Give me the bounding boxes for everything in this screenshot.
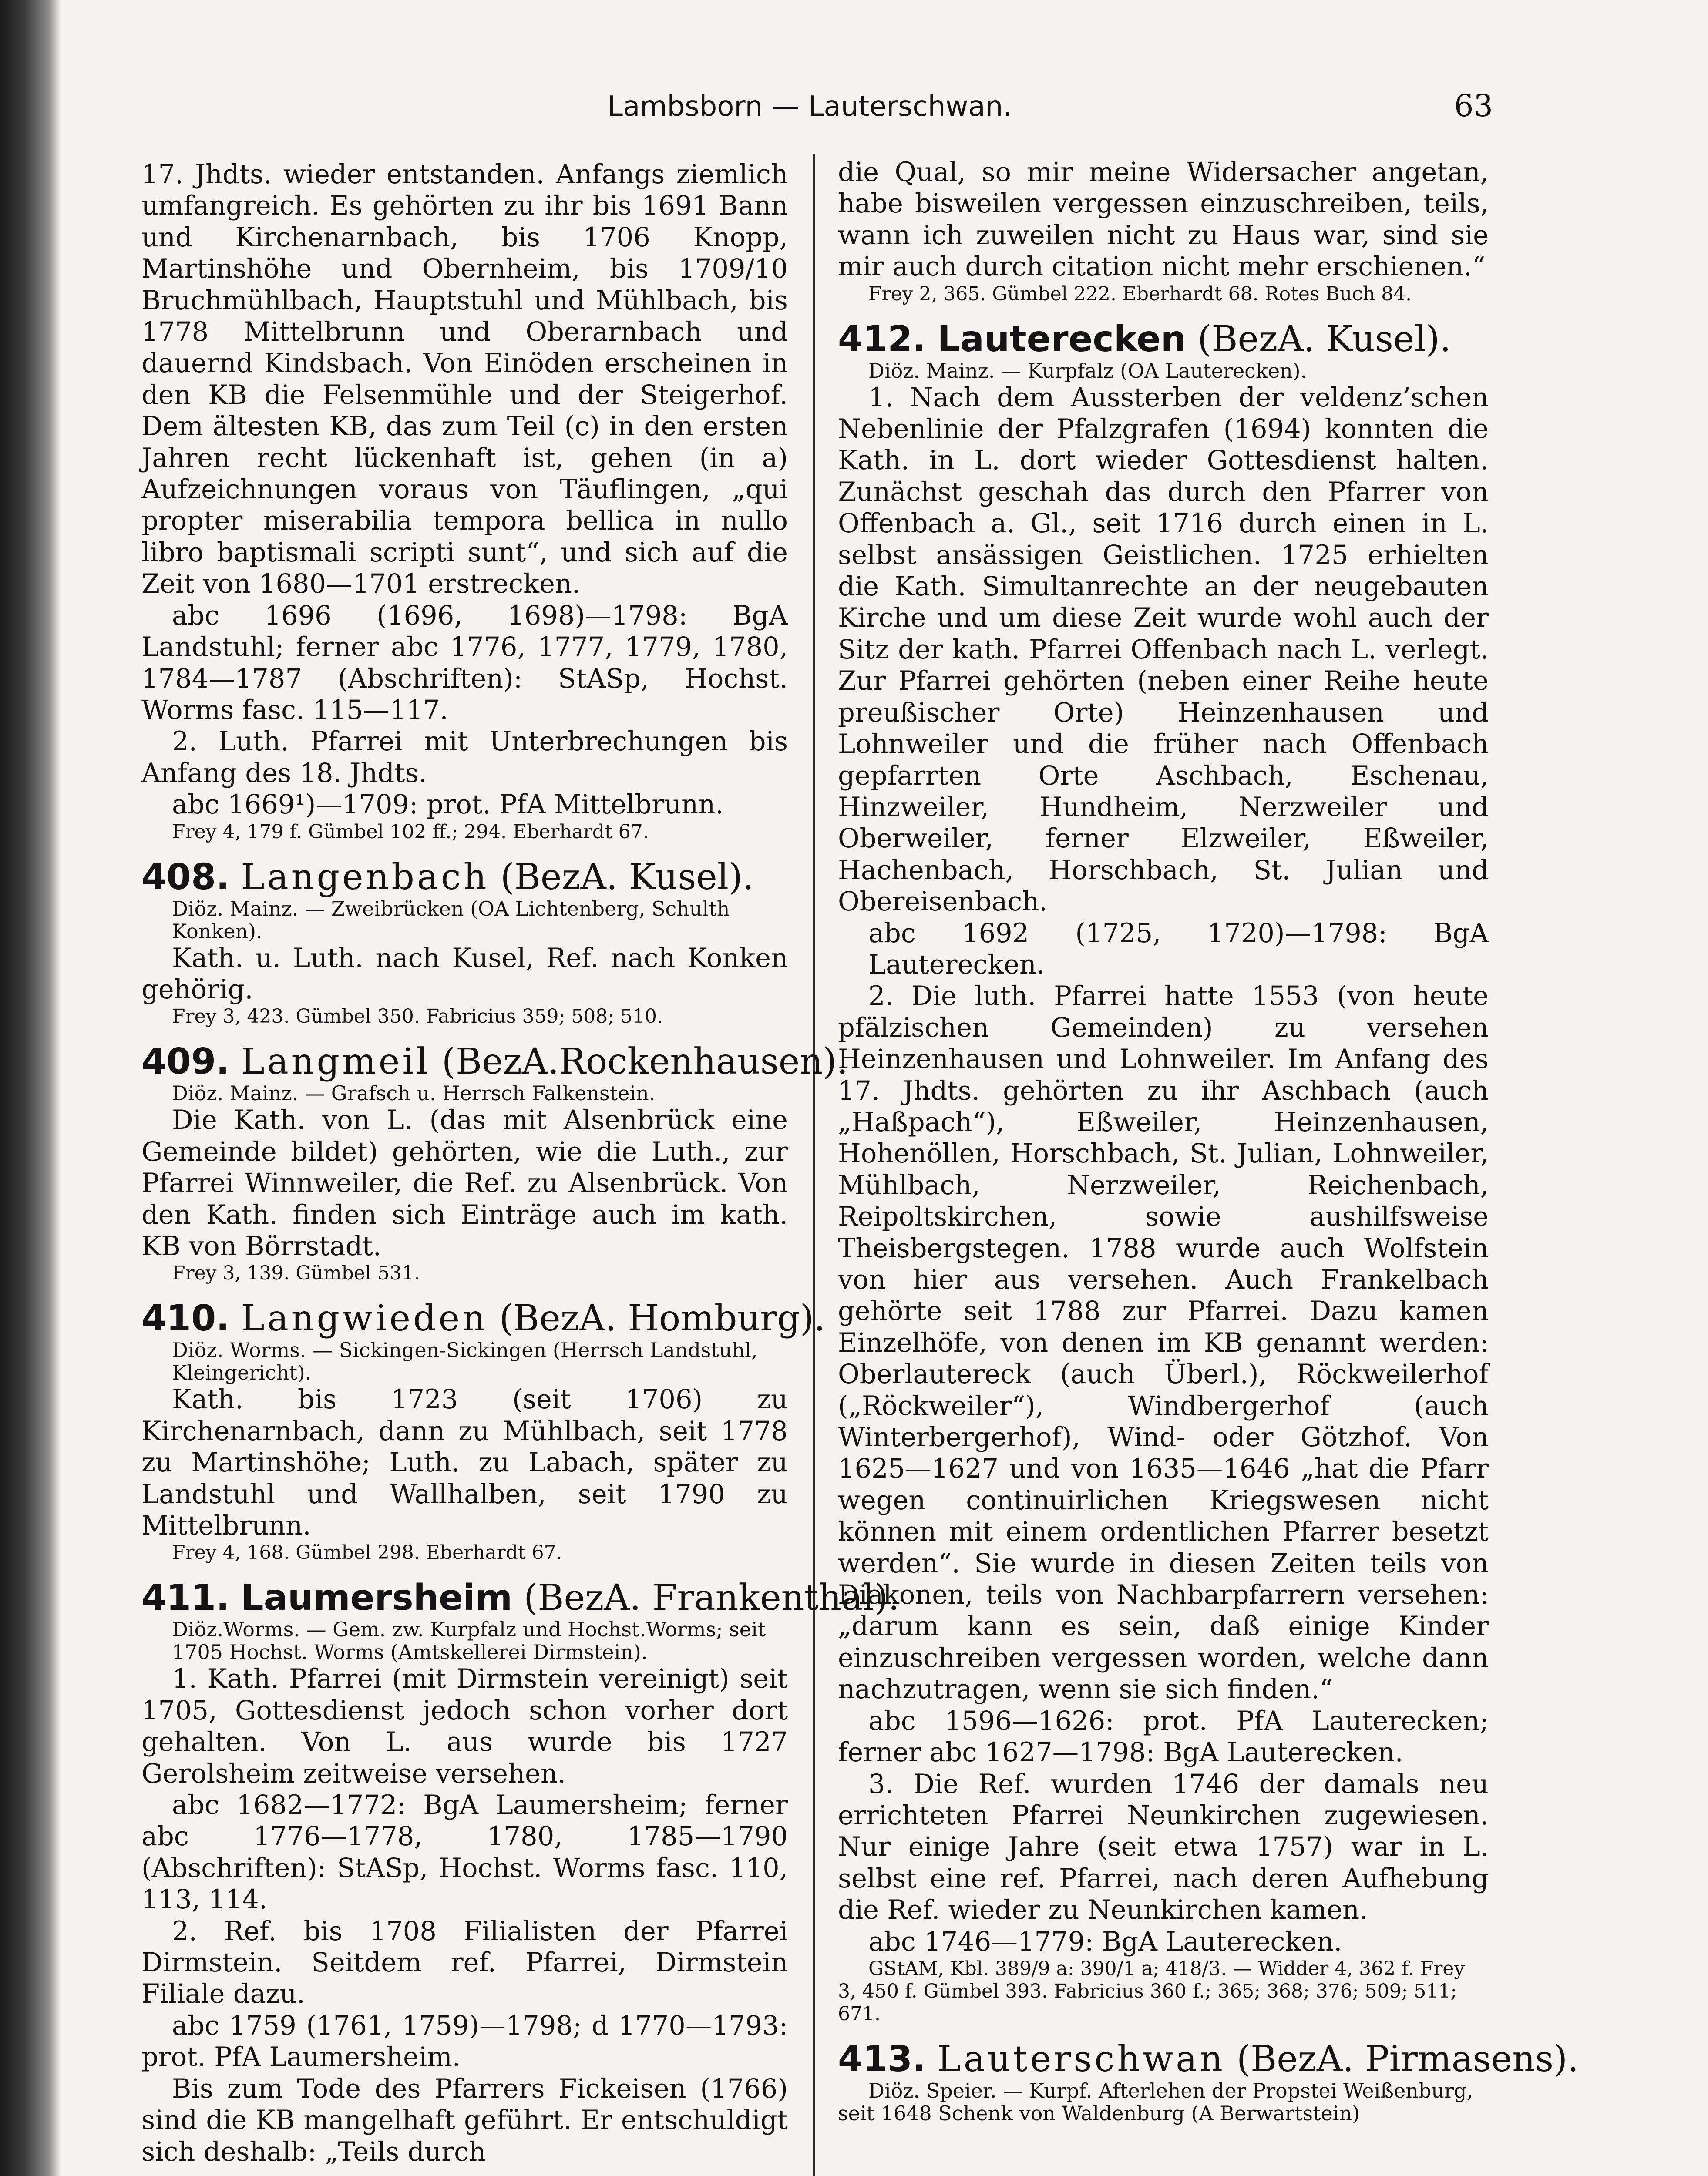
entry-heading (141, 1298, 825, 1340)
entry-paragraph: 2. Ref. bis 1708 Filialisten der Pfarrei Dirmstein. Seitdem ref. Pfarrei, Dirmstein Filiale dazu. (141, 1916, 788, 2010)
entry-408 (141, 857, 788, 1028)
literature-line: Frey 4, 179 f. Gümbel 102 ff.; 294. Eberhardt 67. (172, 820, 649, 843)
entry-number: 412. (838, 318, 926, 360)
literature-line: Frey 3, 139. Gümbel 531. (172, 1262, 420, 1285)
entry-heading (141, 1577, 900, 1619)
entry-number: 410. (141, 1298, 230, 1340)
entry-paragraph: Kath. bis 1723 (seit 1706) zu Kirchenarnbach, dann zu Mühlbach, seit 1778 zu Martinshöhe; Luth. zu Labach, später zu Landstuhl und Wallhalben, seit 1790 zu Mittelbrunn. (141, 1384, 788, 1541)
page-number: 63 (1454, 88, 1493, 124)
entry-paragraph: abc 1746—1779: BgA Lauterecken. (868, 1926, 1342, 1957)
entry-district: (BezA. Frankenthal). (524, 1577, 900, 1619)
entry-place: Lauterecken (937, 318, 1187, 360)
entry-place: Langenbach (241, 856, 489, 898)
entry-place: Langmeil (241, 1041, 430, 1083)
diocese-line: Diöz. Mainz. — Grafsch u. Herrsch Falkenstein. (172, 1081, 656, 1105)
entry-paragraph: Bis zum Tode des Pfarrers Fickeisen (1766) sind die KB mangelhaft geführt. Er entschuldigt sich deshalb: „Teils durch (141, 2073, 788, 2167)
right-column (838, 157, 1579, 2125)
literature-line: GStAM, Kbl. 389/9 a: 390/1 a; 418/3. — Widder 4, 362 f. Frey 3, 450 f. Gümbel 393. Fabricius 360 f.; 365; 368; 376; 509; 511; 671. (838, 1957, 1465, 2025)
entry-409 (141, 1041, 848, 1285)
book-spine-shadow (0, 0, 61, 2176)
literature-line: Frey 4, 168. Gümbel 298. Eberhardt 67. (172, 1541, 562, 1564)
entry-410 (141, 1298, 825, 1564)
entry-heading (838, 2038, 1579, 2080)
entry-heading (838, 319, 1489, 359)
entry-number: 408. (141, 856, 230, 898)
entry-district: (BezA.Rockenhausen). (441, 1041, 848, 1083)
literature-line: Frey 3, 423. Gümbel 350. Fabricius 359; 508; 510. (172, 1005, 663, 1028)
entry-paragraph: abc 1692 (1725, 1720)—1798: BgA Lauterecken. (868, 918, 1489, 980)
entry-number: 409. (141, 1041, 230, 1083)
entry-number: 413. (838, 2038, 926, 2080)
entry-paragraph: 3. Die Ref. wurden 1746 der damals neu errichteten Pfarrei Neunkirchen zugewiesen. Nur einige Jahre (seit etwa 1757) war in L. selbst eine ref. Pfarrei, nach deren Aufhebung die Ref. wieder zu Neunkirchen kamen. (838, 1769, 1489, 1926)
entry-paragraph: Kath. u. Luth. nach Kusel, Ref. nach Konken gehörig. (141, 943, 788, 1005)
entry-district: (BezA. Pirmasens). (1237, 2038, 1579, 2080)
entry-place: Laumersheim (241, 1577, 513, 1619)
diocese-line: Diöz. Speier. — Kurpf. Afterlehen der Propstei Weißenburg, seit 1648 Schenk von Waldenburg (A Berwartstein) (838, 2079, 1473, 2125)
diocese-line: Diöz. Mainz. — Kurpfalz (OA Lauterecken). (868, 359, 1307, 383)
entry-paragraph: abc 1682—1772: BgA Laumersheim; ferner abc 1776—1778, 1780, 1785—1790 (Abschriften): StASp, Hochst. Worms fasc. 110, 113, 114. (141, 1790, 788, 1915)
entry-412 (838, 319, 1489, 2025)
intro-paragraph: 2. Luth. Pfarrei mit Unterbrechungen bis Anfang des 18. Jhdts. (141, 726, 788, 789)
diocese-line: Diöz. Mainz. — Zweibrücken (OA Lichtenberg, Schulth Konken). (172, 897, 730, 943)
literature-line: Frey 2, 365. Gümbel 222. Eberhardt 68. Rotes Buch 84. (868, 282, 1412, 305)
continuation-paragraph: die Qual, so mir meine Widersacher angetan, habe bisweilen vergessen einzuschreiben, teils, wann ich zuweilen nicht zu Haus war, sind sie mir auch durch citation nicht mehr erschienen.“ (838, 157, 1489, 282)
running-header: Lambsborn — Lauterschwan. (607, 91, 1012, 123)
entry-paragraph: 1. Nach dem Aussterben der veldenz’schen Nebenlinie der Pfalzgrafen (1694) konnten die Kath. in L. dort wieder Gottesdienst halten. Zunächst geschah das durch den Pfarrer von Offenbach a. Gl., seit 1716 durch einen in L. selbst ansässigen Geistlichen. 1725 erhielten die Kath. Simultanrechte an der neugebauten Kirche und um diese Zeit wurde wohl auch der Sitz der kath. Pfarrei Offenbach nach L. verlegt. Zur Pfarrei gehörten (neben einer Reihe heute preußischer Orte) Heinzenhausen und Lohnweiler und die früher nach Offenbach gepfarrten Orte Aschbach, Eschenau, Hinzweiler, Hundheim, Nerzweiler und Oberweiler, ferner Elzweiler, Eßweiler, Hachenbach, Horschbach, St. Julian und Obereisenbach. (838, 382, 1489, 917)
entry-number: 411. (141, 1577, 230, 1619)
intro-paragraph: abc 1696 (1696, 1698)—1798: BgA Landstuhl; ferner abc 1776, 1777, 1779, 1780, 1784—1787 (Abschriften): StASp, Hochst. Worms fasc. 115—117. (141, 600, 788, 725)
entry-place: Lauterschwan (937, 2038, 1225, 2080)
entry-paragraph: 2. Die luth. Pfarrei hatte 1553 (von heute pfälzischen Gemeinden) zu versehen Heinzenhausen und Lohnweiler. Im Anfang des 17. Jhdts. gehörten zu ihr Aschbach (auch „Haßpach“), Eßweiler, Heinzenhausen, Hohenöllen, Horschbach, St. Julian, Lohnweiler, Mühlbach, Nerzweiler, Reichenbach, Reipoltskirchen, sowie aushilfsweise Theisbergstegen. 1788 wurde auch Wolfstein von hier aus versehen. Auch Frankelbach gehörte seit 1788 zur Pfarrei. Dazu kamen Einzelhöfe, von denen im KB genannt werden: Oberlautereck (auch Überl.), Röckweilerhof („Röckweiler“), Windbergerhof (auch Winterbergerhof), Wind- oder Götzhof. Von 1625—1627 und von 1635—1646 „hat die Pfarr wegen continuirlichen Kriegswesen nicht können mit einem ordentlichen Pfarrer besetzt werden“. Sie wurde in diesen Zeiten teils von Diakonen, teils von Nachbarpfarrern versehen: „darum kann es sein, daß einige Kinder einzuschreiben vergessen worden, welche dann nachzutragen, wenn sie sich finden.“ (838, 981, 1489, 1705)
entry-413 (838, 2038, 1579, 2125)
entry-paragraph: abc 1759 (1761, 1759)—1798; d 1770—1793: prot. PfA Laumersheim. (141, 2010, 788, 2073)
entry-paragraph: 1. Kath. Pfarrei (mit Dirmstein vereinigt) seit 1705, Gottesdienst jedoch schon vorher dort gehalten. Von L. aus wurde bis 1727 Gerolsheim zeitweise versehen. (141, 1664, 788, 1789)
column-divider (813, 154, 815, 2176)
entry-paragraph: Die Kath. von L. (das mit Alsenbrück eine Gemeinde bildet) gehörten, wie die Luth., zur Pfarrei Winnweiler, die Ref. zu Alsenbrück. Von den Kath. finden sich Einträge auch im kath. KB von Börrstadt. (141, 1105, 788, 1262)
entry-district: (BezA. Kusel). (500, 856, 754, 898)
diocese-line: Diöz. Worms. — Sickingen-Sickingen (Herrsch Landstuhl, Kleingericht). (172, 1338, 758, 1385)
intro-paragraph: abc 1669¹)—1709: prot. PfA Mittelbrunn. (172, 789, 724, 820)
entry-place: Langwieden (241, 1298, 488, 1340)
entry-district: (BezA. Homburg). (499, 1298, 825, 1340)
entry-heading (141, 857, 788, 897)
entry-paragraph: abc 1596—1626: prot. PfA Lauterecken; ferner abc 1627—1798: BgA Lauterecken. (838, 1706, 1489, 1768)
entry-heading (141, 1041, 848, 1083)
entry-district: (BezA. Kusel). (1197, 318, 1451, 360)
diocese-line: Diöz.Worms. — Gem. zw. Kurpfalz und Hochst.Worms; seit 1705 Hochst. Worms (Amtskellerei Dirmstein). (172, 1618, 766, 1664)
intro-paragraph: 17. Jhdts. wieder entstanden. Anfangs ziemlich umfangreich. Es gehörten zu ihr bis 1691 Bann und Kirchenarnbach, bis 1706 Knopp, Martinshöhe und Obernheim, bis 1709/10 Bruchmühlbach, Hauptstuhl und Mühlbach, bis 1778 Mittelbrunn und Oberarnbach und dauernd Kindsbach. Von Einöden erscheinen in den KB die Felsenmühle und der Steigerhof. Dem ältesten KB, das zum Teil (c) in den ersten Jahren recht lückenhaft ist, gehen (in a) Aufzeichnungen voraus von Täuflingen, „qui propter miserabilia tempora bellica in nullo libro baptismali scripti sunt“, und sich auf die Zeit von 1680—1701 erstrecken. (141, 159, 788, 600)
